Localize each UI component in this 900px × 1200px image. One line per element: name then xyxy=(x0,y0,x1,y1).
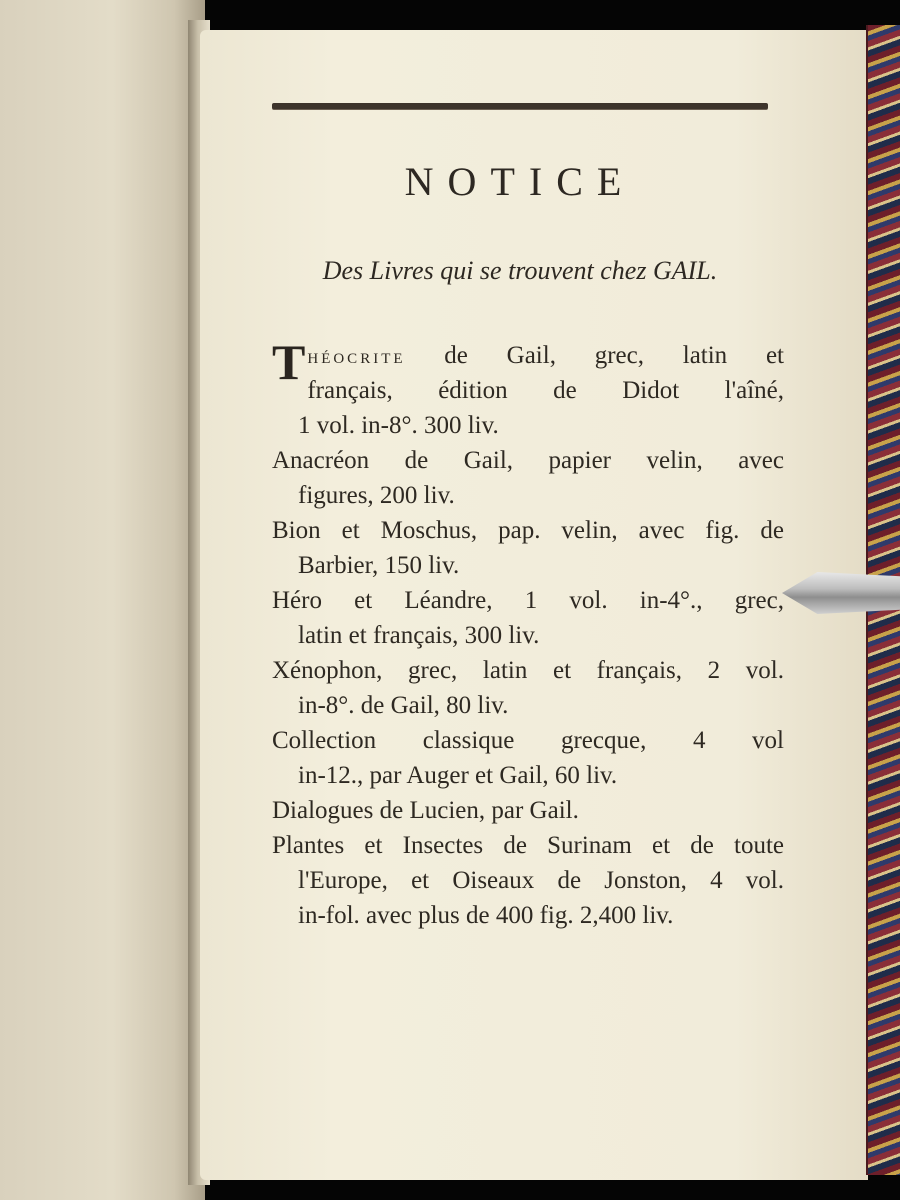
entry-line: in-fol. avec plus de 400 fig. 2,400 liv. xyxy=(298,902,674,929)
header-rule xyxy=(272,103,768,109)
entry-line-text: de Gail, grec, latin et xyxy=(444,342,784,369)
entry-line: Bion et Moschus, pap. velin, avec fig. de xyxy=(272,517,784,544)
book-entry-plantes xyxy=(272,828,784,933)
entry-line: Collection classique grecque, 4 vol xyxy=(272,727,784,754)
entry-line: Barbier, 150 liv. xyxy=(298,552,460,579)
entry-line: Dialogues de Lucien, par Gail. xyxy=(272,797,579,824)
book-entry-theocrite xyxy=(272,334,784,443)
page-subtitle: Des Livres qui se trouvent chez GAIL. xyxy=(322,256,718,285)
book-entry-xenophon xyxy=(272,653,784,723)
entry-line: latin et français, 300 liv. xyxy=(298,622,540,649)
entry-line: figures, 200 liv. xyxy=(298,482,455,509)
entry-line: Héro et Léandre, 1 vol. in-4°., grec, xyxy=(272,587,784,614)
book-entry-collection xyxy=(272,723,784,793)
entry-line: 1 vol. in-8°. 300 liv. xyxy=(298,412,499,439)
entry-line: Xénophon, grec, latin et français, 2 vol. xyxy=(272,657,784,684)
entry-line: l'Europe, et Oiseaux de Jonston, 4 vol. xyxy=(298,867,784,894)
entry-line: in-8°. de Gail, 80 liv. xyxy=(298,692,509,719)
book-entry-hero xyxy=(272,583,784,653)
entry-line: français, édition de Didot l'aîné, xyxy=(307,377,784,404)
entry-lead: héocrite xyxy=(307,343,406,368)
book-entry-lucien xyxy=(272,793,784,828)
entry-line xyxy=(272,338,784,373)
entry-line: Anacréon de Gail, papier velin, avec xyxy=(272,447,784,474)
book-entry-anacreon xyxy=(272,443,784,513)
book-entry-bion xyxy=(272,513,784,583)
drop-cap: T xyxy=(272,334,306,390)
page-title: NOTICE xyxy=(404,159,636,204)
book-list xyxy=(272,334,784,933)
entry-line: in-12., par Auger et Gail, 60 liv. xyxy=(298,762,618,789)
facing-blank-page xyxy=(0,0,205,1200)
entry-line: Plantes et Insectes de Surinam et de toute xyxy=(272,832,784,859)
